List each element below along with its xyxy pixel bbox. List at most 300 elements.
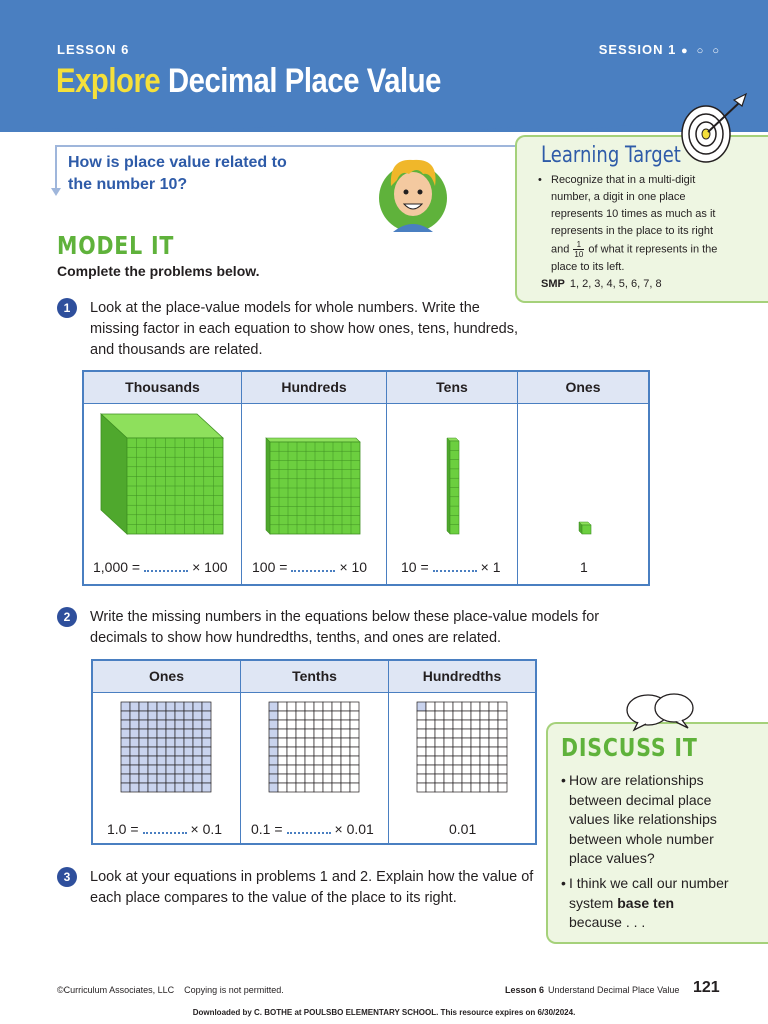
tenths-decimal-grid bbox=[268, 701, 360, 793]
grid-square bbox=[184, 747, 193, 756]
discuss-item-2-after: because . . . bbox=[569, 914, 646, 930]
essential-question: How is place value related to the number 10? bbox=[68, 154, 287, 193]
download-note: Downloaded by C. BOTHE at POULSBO ELEMENTARY SCHOOL. This resource expires on 6/30/2024. bbox=[192, 1008, 576, 1017]
grid-square bbox=[287, 720, 296, 729]
grid-square bbox=[453, 738, 462, 747]
footer-lesson-title: Understand Decimal Place Value bbox=[548, 985, 680, 995]
grid-square bbox=[175, 783, 184, 792]
grid-square bbox=[305, 765, 314, 774]
grid-square bbox=[426, 729, 435, 738]
grid-square bbox=[130, 756, 139, 765]
grid-square bbox=[184, 783, 193, 792]
grid-square bbox=[453, 720, 462, 729]
question-arrow-icon bbox=[51, 188, 61, 196]
grid-square bbox=[305, 720, 314, 729]
grid-square bbox=[498, 738, 507, 747]
grid-square bbox=[296, 747, 305, 756]
grid-square bbox=[305, 783, 314, 792]
grid-square bbox=[462, 729, 471, 738]
grid-square bbox=[287, 747, 296, 756]
grid-square bbox=[417, 729, 426, 738]
grid-square bbox=[332, 756, 341, 765]
grid-square bbox=[471, 747, 480, 756]
tens-rod bbox=[445, 436, 461, 536]
grid-square bbox=[314, 711, 323, 720]
grid-square bbox=[498, 747, 507, 756]
grid-square bbox=[269, 729, 278, 738]
grid-square bbox=[453, 702, 462, 711]
discuss-bullet: • bbox=[561, 772, 566, 788]
grid-square bbox=[417, 765, 426, 774]
grid-square bbox=[148, 747, 157, 756]
grid-square bbox=[480, 765, 489, 774]
grid-square bbox=[462, 747, 471, 756]
grid-square bbox=[323, 711, 332, 720]
discuss-bullet: • bbox=[561, 875, 566, 891]
grid-square bbox=[202, 720, 211, 729]
grid-square bbox=[417, 720, 426, 729]
discuss-item-2-text bbox=[561, 874, 751, 933]
grid-square bbox=[489, 765, 498, 774]
grid-square bbox=[139, 729, 148, 738]
grid-square bbox=[453, 756, 462, 765]
grid-square bbox=[426, 774, 435, 783]
grid-square bbox=[435, 765, 444, 774]
grid-square bbox=[426, 765, 435, 774]
grid-square bbox=[471, 729, 480, 738]
grid-square bbox=[314, 738, 323, 747]
problem-2-text: Write the missing numbers in the equations below these place-value models for decimals to show how hundredths, tenths, and ones are related. bbox=[90, 609, 600, 646]
discuss-item-2-before: I think we call our number system bbox=[569, 875, 729, 911]
grid-square bbox=[341, 711, 350, 720]
grid-square bbox=[193, 756, 202, 765]
grid-square bbox=[444, 774, 453, 783]
grid-square bbox=[157, 711, 166, 720]
grid-square bbox=[278, 729, 287, 738]
discuss-item-2-bold: base ten bbox=[617, 894, 675, 911]
grid-square bbox=[287, 711, 296, 720]
grid-square bbox=[121, 783, 130, 792]
grid-square bbox=[148, 711, 157, 720]
problem-1-text: Look at the place-value models for whole numbers. Write the missing factor in each equation to show how ones, tens, hundreds, and thousands are related. bbox=[90, 300, 519, 358]
grid-square bbox=[287, 702, 296, 711]
grid-square bbox=[175, 729, 184, 738]
grid-square bbox=[332, 774, 341, 783]
grid-square bbox=[444, 720, 453, 729]
grid-square bbox=[296, 774, 305, 783]
grid-square bbox=[296, 738, 305, 747]
grid-square bbox=[269, 738, 278, 747]
header-ones: Ones bbox=[518, 372, 648, 404]
grid-square bbox=[435, 747, 444, 756]
discuss-item-1-text: How are relationships between decimal place values like relationships between whole number place values? bbox=[569, 772, 717, 866]
grid-square bbox=[202, 774, 211, 783]
grid-square bbox=[462, 774, 471, 783]
grid-square bbox=[453, 729, 462, 738]
grid-square bbox=[417, 774, 426, 783]
grid-square bbox=[121, 720, 130, 729]
grid-square bbox=[175, 702, 184, 711]
smp-label: SMP bbox=[541, 278, 565, 290]
grid-square bbox=[498, 702, 507, 711]
grid-square bbox=[341, 738, 350, 747]
grid-square bbox=[121, 774, 130, 783]
problem-3-text: Look at your equations in problems 1 and 2. Explain how the value of each place compares to the value of the place to its right. bbox=[90, 869, 534, 906]
header-thousands: Thousands bbox=[84, 372, 242, 404]
grid-square bbox=[417, 756, 426, 765]
grid-square bbox=[444, 738, 453, 747]
grid-square bbox=[314, 756, 323, 765]
footer-lesson-label: Lesson 6 bbox=[505, 985, 545, 995]
grid-square bbox=[269, 756, 278, 765]
grid-square bbox=[350, 729, 359, 738]
grid-square bbox=[417, 783, 426, 792]
grid-square bbox=[121, 702, 130, 711]
grid-square bbox=[296, 756, 305, 765]
grid-square bbox=[148, 738, 157, 747]
grid-square bbox=[323, 756, 332, 765]
grid-square bbox=[184, 738, 193, 747]
grid-square bbox=[314, 747, 323, 756]
grid-square bbox=[332, 783, 341, 792]
equation-thousands bbox=[93, 559, 228, 575]
grid-square bbox=[184, 702, 193, 711]
grid-square bbox=[332, 738, 341, 747]
grid-square bbox=[148, 765, 157, 774]
answer-blank-hundreds[interactable] bbox=[291, 560, 335, 572]
equation-tenths bbox=[251, 821, 374, 837]
header-decimal-ones: Ones bbox=[93, 661, 241, 693]
grid-square bbox=[426, 720, 435, 729]
grid-square bbox=[305, 756, 314, 765]
grid-square bbox=[175, 747, 184, 756]
grid-square bbox=[148, 783, 157, 792]
grid-square bbox=[157, 783, 166, 792]
grid-square bbox=[498, 765, 507, 774]
grid-square bbox=[453, 747, 462, 756]
grid-square bbox=[471, 774, 480, 783]
answer-blank-tens[interactable] bbox=[433, 560, 477, 572]
grid-square bbox=[139, 711, 148, 720]
grid-square bbox=[314, 720, 323, 729]
grid-square bbox=[462, 711, 471, 720]
student-avatar bbox=[377, 152, 449, 234]
grid-square bbox=[130, 729, 139, 738]
grid-square bbox=[175, 765, 184, 774]
grid-square bbox=[341, 747, 350, 756]
grid-square bbox=[166, 720, 175, 729]
grid-square bbox=[166, 774, 175, 783]
grid-square bbox=[341, 729, 350, 738]
grid-square bbox=[462, 783, 471, 792]
grid-square bbox=[287, 783, 296, 792]
discuss-item-2 bbox=[561, 874, 751, 933]
grid-square bbox=[193, 729, 202, 738]
grid-square bbox=[139, 756, 148, 765]
grid-square bbox=[417, 702, 426, 711]
grid-square bbox=[350, 765, 359, 774]
grid-square bbox=[498, 774, 507, 783]
page-number: 121 bbox=[693, 979, 720, 996]
grid-square bbox=[332, 729, 341, 738]
grid-square bbox=[350, 747, 359, 756]
grid-square bbox=[184, 711, 193, 720]
grid-square bbox=[498, 756, 507, 765]
discuss-it-heading: DISCUSS IT bbox=[561, 733, 698, 762]
grid-square bbox=[139, 765, 148, 774]
grid-square bbox=[193, 774, 202, 783]
grid-square bbox=[341, 756, 350, 765]
session-progress-dots: ● ○ ○ bbox=[680, 45, 722, 57]
grid-square bbox=[184, 720, 193, 729]
equation-tens-left: 10 = bbox=[401, 559, 429, 575]
grid-square bbox=[444, 765, 453, 774]
grid-square bbox=[121, 711, 130, 720]
grid-square bbox=[314, 783, 323, 792]
grid-square bbox=[287, 756, 296, 765]
grid-square bbox=[202, 738, 211, 747]
answer-blank-tenths[interactable] bbox=[287, 822, 331, 834]
grid-square bbox=[426, 711, 435, 720]
grid-square bbox=[426, 783, 435, 792]
grid-square bbox=[350, 783, 359, 792]
grid-square bbox=[130, 702, 139, 711]
grid-square bbox=[417, 711, 426, 720]
grid-square bbox=[278, 702, 287, 711]
header-hundredths: Hundredths bbox=[389, 661, 535, 693]
grid-square bbox=[269, 765, 278, 774]
fraction-denominator: 10 bbox=[574, 250, 584, 259]
grid-square bbox=[202, 702, 211, 711]
grid-square bbox=[296, 711, 305, 720]
grid-square bbox=[166, 783, 175, 792]
grid-square bbox=[332, 711, 341, 720]
grid-square bbox=[426, 747, 435, 756]
learning-target-body bbox=[538, 172, 718, 276]
grid-square bbox=[193, 738, 202, 747]
grid-square bbox=[350, 720, 359, 729]
grid-square bbox=[480, 747, 489, 756]
learning-target-text-before: Recognize that in a multi-digit number, a digit in one place represents 10 times as much as it represents in the place to its right and bbox=[551, 174, 716, 256]
answer-blank-thousands[interactable] bbox=[144, 560, 188, 572]
grid-square bbox=[426, 738, 435, 747]
equation-decimal-ones bbox=[107, 821, 222, 837]
grid-square bbox=[323, 702, 332, 711]
grid-square bbox=[444, 729, 453, 738]
equation-thousands-right: × 100 bbox=[192, 559, 228, 575]
grid-square bbox=[175, 720, 184, 729]
grid-square bbox=[480, 711, 489, 720]
grid-square bbox=[269, 747, 278, 756]
page-title bbox=[56, 62, 441, 101]
grid-square bbox=[489, 738, 498, 747]
ones-unit-cube bbox=[577, 520, 593, 536]
grid-square bbox=[471, 720, 480, 729]
grid-square bbox=[480, 783, 489, 792]
one-tenth-fraction bbox=[573, 240, 584, 259]
grid-square bbox=[350, 702, 359, 711]
lesson-label: LESSON 6 bbox=[57, 42, 130, 57]
grid-square bbox=[166, 765, 175, 774]
grid-square bbox=[341, 720, 350, 729]
grid-square bbox=[332, 702, 341, 711]
equation-hundredths: 0.01 bbox=[449, 821, 477, 837]
decimal-place-value-table bbox=[91, 659, 537, 845]
grid-square bbox=[130, 783, 139, 792]
grid-square bbox=[323, 774, 332, 783]
header-tens: Tens bbox=[387, 372, 518, 404]
grid-square bbox=[157, 774, 166, 783]
grid-square bbox=[121, 765, 130, 774]
grid-square bbox=[341, 702, 350, 711]
grid-square bbox=[296, 720, 305, 729]
grid-square bbox=[193, 747, 202, 756]
grid-square bbox=[202, 756, 211, 765]
grid-square bbox=[314, 765, 323, 774]
page-title-accent: Explore bbox=[56, 62, 161, 100]
grid-square bbox=[202, 729, 211, 738]
ones-decimal-grid bbox=[120, 701, 212, 793]
grid-square bbox=[130, 738, 139, 747]
grid-square bbox=[287, 738, 296, 747]
grid-square bbox=[323, 729, 332, 738]
grid-square bbox=[350, 756, 359, 765]
model-it-heading: MODEL IT bbox=[57, 231, 175, 260]
grid-square bbox=[148, 702, 157, 711]
grid-square bbox=[305, 711, 314, 720]
grid-square bbox=[148, 756, 157, 765]
grid-square bbox=[269, 783, 278, 792]
learning-target-title: Learning Target bbox=[541, 143, 681, 168]
grid-square bbox=[305, 774, 314, 783]
grid-square bbox=[435, 702, 444, 711]
problem-3-number: 3 bbox=[57, 867, 77, 887]
grid-square bbox=[435, 729, 444, 738]
equation-decimal-ones-left: 1.0 = bbox=[107, 821, 139, 837]
grid-square bbox=[453, 711, 462, 720]
grid-square bbox=[296, 765, 305, 774]
equation-hundreds bbox=[252, 559, 367, 575]
grid-square bbox=[296, 783, 305, 792]
grid-square bbox=[462, 702, 471, 711]
grid-square bbox=[444, 756, 453, 765]
grid-square bbox=[480, 774, 489, 783]
grid-square bbox=[444, 702, 453, 711]
grid-square bbox=[462, 738, 471, 747]
grid-square bbox=[157, 720, 166, 729]
grid-square bbox=[305, 702, 314, 711]
grid-square bbox=[278, 720, 287, 729]
grid-square bbox=[489, 774, 498, 783]
hundredths-decimal-grid bbox=[416, 701, 508, 793]
grid-square bbox=[121, 729, 130, 738]
grid-square bbox=[287, 774, 296, 783]
grid-square bbox=[489, 720, 498, 729]
grid-square bbox=[269, 702, 278, 711]
equation-decimal-ones-right: × 0.1 bbox=[190, 821, 223, 837]
page-title-rest: Decimal Place Value bbox=[167, 62, 441, 100]
grid-square bbox=[453, 774, 462, 783]
grid-square bbox=[498, 783, 507, 792]
grid-square bbox=[323, 747, 332, 756]
grid-square bbox=[148, 720, 157, 729]
grid-square bbox=[435, 783, 444, 792]
grid-square bbox=[202, 747, 211, 756]
question-rule bbox=[56, 145, 540, 147]
grid-square bbox=[471, 756, 480, 765]
grid-square bbox=[480, 720, 489, 729]
grid-square bbox=[435, 738, 444, 747]
speech-bubbles-icon bbox=[624, 690, 696, 732]
grid-square bbox=[480, 729, 489, 738]
grid-square bbox=[193, 765, 202, 774]
smp-line bbox=[541, 278, 662, 290]
grid-square bbox=[341, 765, 350, 774]
answer-blank-decimal-ones[interactable] bbox=[143, 822, 187, 834]
grid-square bbox=[444, 711, 453, 720]
grid-square bbox=[332, 720, 341, 729]
grid-square bbox=[139, 747, 148, 756]
equation-tenths-right: × 0.01 bbox=[334, 821, 374, 837]
header-tenths: Tenths bbox=[241, 661, 389, 693]
grid-square bbox=[471, 711, 480, 720]
grid-square bbox=[175, 756, 184, 765]
equation-hundreds-left: 100 = bbox=[252, 559, 288, 575]
grid-square bbox=[278, 756, 287, 765]
equation-tenths-left: 0.1 = bbox=[251, 821, 283, 837]
grid-square bbox=[157, 738, 166, 747]
target-icon bbox=[678, 92, 750, 170]
grid-square bbox=[323, 783, 332, 792]
discuss-item-1 bbox=[561, 771, 751, 869]
problem-1-number: 1 bbox=[57, 298, 77, 318]
grid-square bbox=[166, 747, 175, 756]
grid-square bbox=[314, 702, 323, 711]
session-label bbox=[599, 42, 722, 57]
grid-square bbox=[175, 738, 184, 747]
grid-square bbox=[305, 729, 314, 738]
grid-square bbox=[139, 720, 148, 729]
grid-square bbox=[480, 702, 489, 711]
grid-square bbox=[157, 747, 166, 756]
equation-tens-right: × 1 bbox=[480, 559, 501, 575]
learning-target-text bbox=[538, 172, 718, 276]
grid-square bbox=[296, 702, 305, 711]
grid-square bbox=[139, 774, 148, 783]
equation-ones: 1 bbox=[580, 559, 588, 575]
grid-square bbox=[157, 765, 166, 774]
grid-square bbox=[175, 774, 184, 783]
grid-square bbox=[314, 729, 323, 738]
instructions: Complete the problems below. bbox=[57, 263, 260, 279]
session-text: SESSION 1 bbox=[598, 42, 677, 57]
equation-thousands-left: 1,000 = bbox=[93, 559, 141, 575]
question-stem bbox=[55, 145, 57, 193]
grid-square bbox=[462, 765, 471, 774]
fraction-numerator: 1 bbox=[573, 240, 584, 250]
grid-square bbox=[489, 783, 498, 792]
grid-square bbox=[444, 783, 453, 792]
grid-square bbox=[296, 729, 305, 738]
grid-square bbox=[287, 729, 296, 738]
smp-values: 1, 2, 3, 4, 5, 6, 7, 8 bbox=[569, 278, 662, 290]
grid-square bbox=[323, 720, 332, 729]
grid-square bbox=[184, 756, 193, 765]
grid-square bbox=[269, 720, 278, 729]
grid-square bbox=[453, 783, 462, 792]
grid-square bbox=[341, 774, 350, 783]
grid-square bbox=[498, 720, 507, 729]
